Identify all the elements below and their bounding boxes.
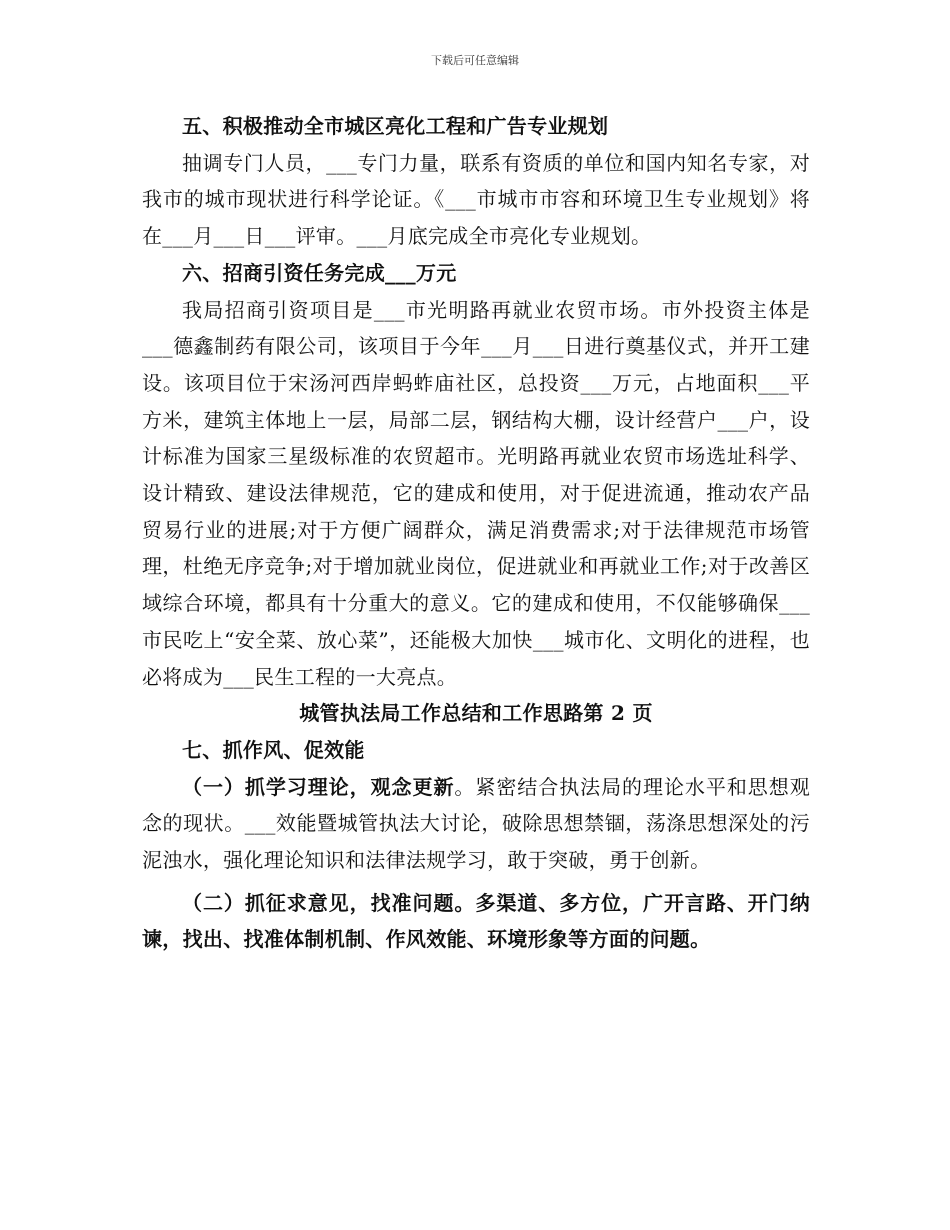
section-7-item-2: （二）抓征求意见，找准问题。多渠道、多方位，广开言路、开门纳谏，找出、找准体制机制、作风效能、环境形象等方面的问题。 — [142, 890, 810, 952]
page-header-note: 下载后可任意编辑 — [431, 54, 519, 67]
document-body — [142, 108, 810, 958]
section-5-heading: 五、积极推动全市城区亮化工程和广告专业规划 — [182, 114, 609, 138]
section-5-paragraph: 抽调专门人员，___专门力量，联系有资质的单位和国内知名专家，对我市的城市现状进行科学论证。《___市城市市容和环境卫生专业规划》将在___月___日___评审。___月底完成全市亮化专业规划。 — [142, 150, 810, 249]
section-6-heading: 六、招商引资任务完成___万元 — [182, 260, 457, 285]
section-7-heading: 七、抓作风、促效能 — [182, 737, 365, 762]
section-7-item-1-text: 。紧密结合执法局的理论水平和思想观念的现状。___效能暨城管执法大讨论，破除思想禁锢，荡涤思想深处的污泥浊水，强化理论知识和法律法规学习，敢于突破，勇于创新。 — [142, 774, 810, 873]
section-7-item-1-lead: （一）抓学习理论，观念更新 — [182, 774, 455, 799]
page-title: 城管执法局工作总结和工作思路第 2 页 — [299, 701, 653, 726]
section-7-item-1 — [142, 769, 810, 879]
section-6-paragraph: 我局招商引资项目是___市光明路再就业农贸市场。市外投资主体是___德鑫制药有限公司，该项目于今年___月___日进行奠基仪式，并开工建设。该项目位于宋汤河西岸蚂蚱庙社区，总投资___万元，占地面积___平方米，建筑主体地上一层，局部二层，钢结构大棚，设计经营户___户，设计标准为国家三星级标准的农贸超市。光明路再就业农贸市场选址科学、设计精致、建设法律规范，它的建成和使用，对于促进流通，推动农产品贸易行业的进展;对于方便广阔群众，满足消费需求;对于法律规范市场管理，杜绝无序竞争;对于增加就业岗位，促进就业和再就业工作;对于改善区域综合环境，都具有十分重大的意义。它的建成和使用，不仅能够确保___市民吃上“安全菜、放心菜”，还能极大加快___城市化、文明化的进程，也必将成为___民生工程的一大亮点。 — [142, 297, 810, 689]
